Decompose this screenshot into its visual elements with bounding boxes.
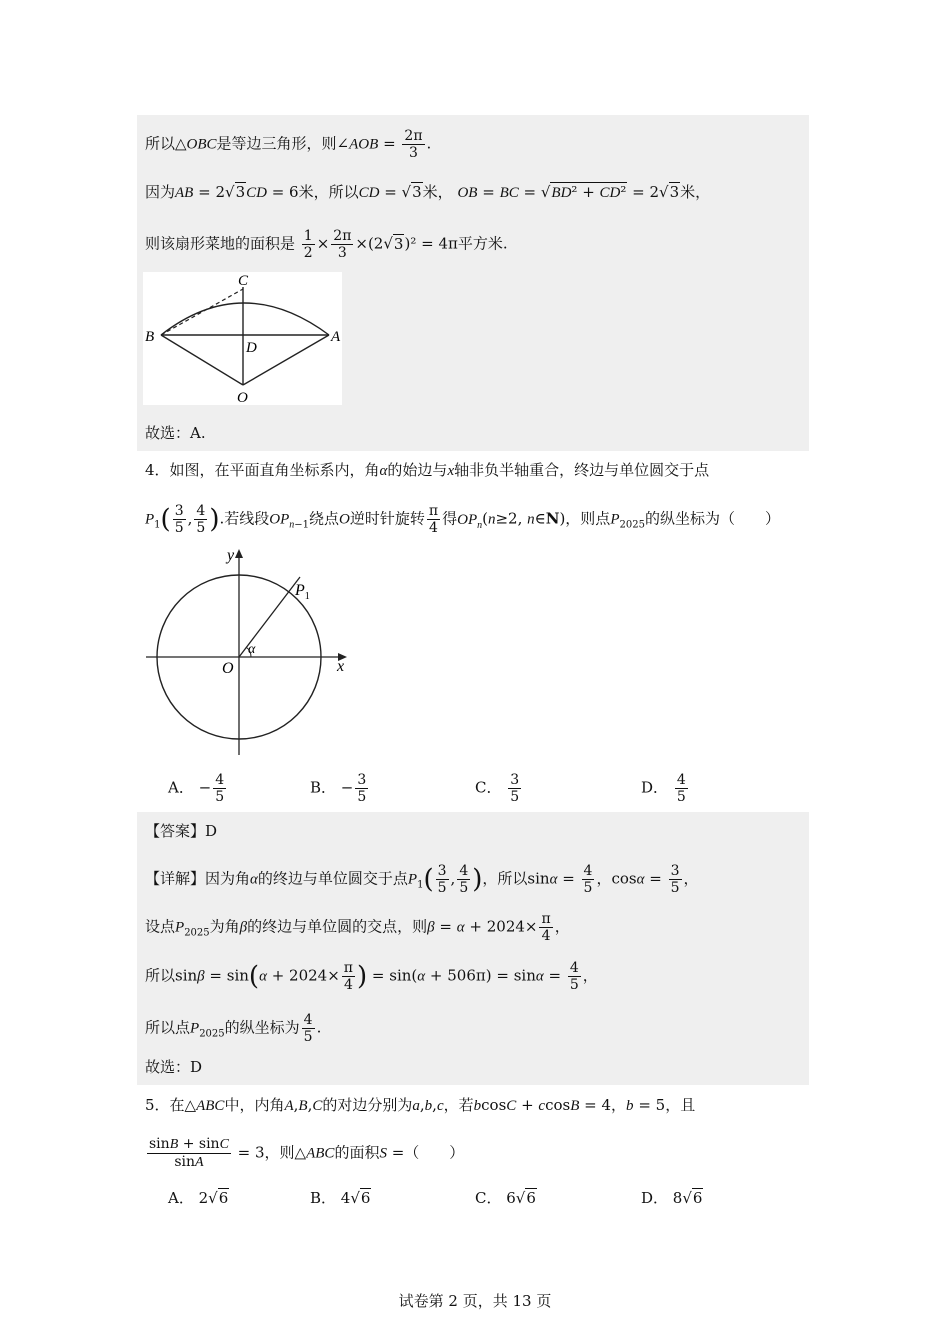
q4-stem-line-2: $P_1$( $\frac{3}{5}$ , $\frac{4}{5}$ ).若线段$OP_{n-1}$绕点O逆时针旋转 $\frac{\pi}{4}$ 得$OP_n(n\ge 2$, n∈N)，则点$P_{2025}$的纵坐标为（ ） [145,503,780,536]
solution-conclusion: 故选：A. [145,424,206,442]
answer-value: D [205,822,218,840]
detail-conclusion: 故选：D [145,1058,203,1076]
label-y: y [227,547,235,564]
q5-option-c[interactable]: C． 6√6 [475,1189,536,1207]
label-c: C [238,273,249,289]
q5-stem-line-1: 5．在△ABC中，内角A,B,C的对边分别为a,b,c，若bcosC + ccosB = 4，b = 5，且 [145,1096,696,1114]
detail-line-4: 所以点$P_{2025}$的纵坐标为 $\frac{4}{5}$ . [145,1012,322,1045]
q4-option-d[interactable]: D． $\frac{4}{5}$ [641,772,686,805]
label-d: D [246,340,257,356]
label-a: A [331,329,341,345]
q5-option-a[interactable]: A． 2√6 [168,1189,229,1207]
label-x: x [337,658,345,675]
q4-stem-line-1: 4．如图，在平面直角坐标系内，角α的始边与x轴非负半轴重合，终边与单位圆交于点 [145,461,710,479]
page-footer: 试卷第 2 页，共 13 页 [398,1292,552,1310]
q4-option-a[interactable]: A． − $\frac{4}{5}$ [168,772,225,805]
label-o: O [237,390,248,405]
q4-option-b[interactable]: B． − $\frac{3}{5}$ [310,772,367,805]
label-alpha: α [248,642,256,657]
label-p1: $P_1$ [295,582,310,602]
detail-line-1: 【详解】因为角α的终边与单位圆交于点$P_1$( $\frac{3}{5}$ , $\frac{4}{5}$ )，所以sinα = $\frac{4}{5}$ ，cosα = $\frac{3}{5}$ ， [145,863,699,896]
q4-option-c[interactable]: C． $\frac{3}{5}$ [475,772,520,805]
solution-line-2: 因为AB = 2√3CD = 6米，所以CD = √3米， OB = BC = √BD² + CD² = 2√3米， [145,183,711,201]
label-origin: O [222,660,234,677]
label-b: B [145,329,155,345]
sector-figure [143,272,342,405]
answer-line [145,819,217,843]
q5-option-d[interactable]: D． 8√6 [641,1189,703,1207]
y-axis-arrow-icon [235,549,243,558]
answer-tag: 【答案】 [145,822,206,840]
detail-line-2: 设点$P_{2025}$为角β的终边与单位圆的交点，则β = α + 2024× $\frac{\pi}{4}$ ， [145,911,570,944]
q5-option-b[interactable]: B． 4√6 [310,1189,371,1207]
unit-circle-figure [143,545,358,760]
solution-line-3: 则该扇形菜地的面积是 $\frac{1}{2}$ × $\frac{2\pi}{3}$ ×(2√3)² = 4π平方米. [145,228,508,261]
q5-stem-line-2: $\frac{\sin B + \sin C}{\sin A}$ = 3，则△ABC的面积S =（ ） [149,1136,465,1170]
detail-line-3: 所以sinβ = sin(α + 2024× $\frac{\pi}{4}$ ) = sin(α + 506π) = sinα = $\frac{4}{5}$ ， [145,960,598,993]
solution-line-1: 所以△OBC是等边三角形，则∠AOB = $\frac{2\pi}{3}$ . [145,128,432,161]
